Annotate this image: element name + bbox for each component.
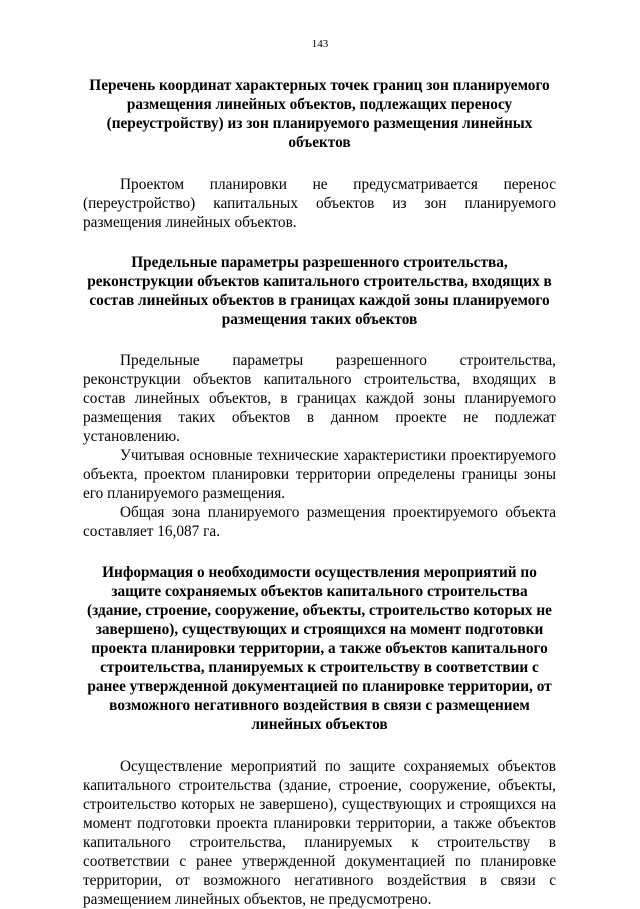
section-heading-protection: Информация о необходимости осуществления мероприятий по защите сохраняемых объектов капитального строительства (здание, строение, сооружение, объекты, строительство которых не завершено), существующих и строящихся на момент подготовки проекта планировки территории, а также объектов капитального строительства, планируемых к строительству в соответствии с ранее утвержденной документацией по планировке территории, от возможного негативного воздействия в связи с размещением линейных объектов bbox=[87, 564, 552, 733]
section-heading-coordinates: Перечень координат характерных точек границ зон планируемого размещения линейных объектов, подлежащих переносу (переустройству) из зон планируемого размещения линейных объектов bbox=[89, 77, 550, 151]
section-heading-parameters: Предельные параметры разрешенного строительства, реконструкции объектов капитального строительства, входящих в состав линейных объектов в границах каждой зоны планируемого размещения таких объектов bbox=[87, 254, 552, 328]
paragraph-total-area: Общая зона планируемого размещения проектируемого объекта составляет 16,087 га. bbox=[83, 504, 556, 540]
page-content bbox=[83, 76, 556, 909]
page-number: 143 bbox=[311, 38, 329, 50]
paragraph-parameters: Предельные параметры разрешенного строительства, реконструкции объектов капитального строительства, входящих в состав линейных объектов, в границах каждой зоны планируемого размещения таких объектов в данном проекте не подлежат установлению. bbox=[83, 352, 556, 445]
paragraph-relocation: Проектом планировки не предусматривается перенос (переустройство) капитальных объектов из зон планируемого размещения линейных объектов. bbox=[83, 176, 556, 231]
paragraph-boundaries: Учитывая основные технические характеристики проектируемого объекта, проектом планировки территории определены границы зоны его планируемого размещения. bbox=[83, 447, 556, 502]
paragraph-protection: Осуществление мероприятий по защите сохраняемых объектов капитального строительства (здание, строение, сооружение, объекты, строительство которых не завершено), существующих и строящихся на момент подготовки проекта планировки территории, а также объектов капитального строительства, планируемых к строительству в соответствии с ранее утвержденной документацией по планировке территории, от возможного негативного воздействия в связи с размещением линейных объектов, не предусмотрено. bbox=[83, 758, 556, 908]
